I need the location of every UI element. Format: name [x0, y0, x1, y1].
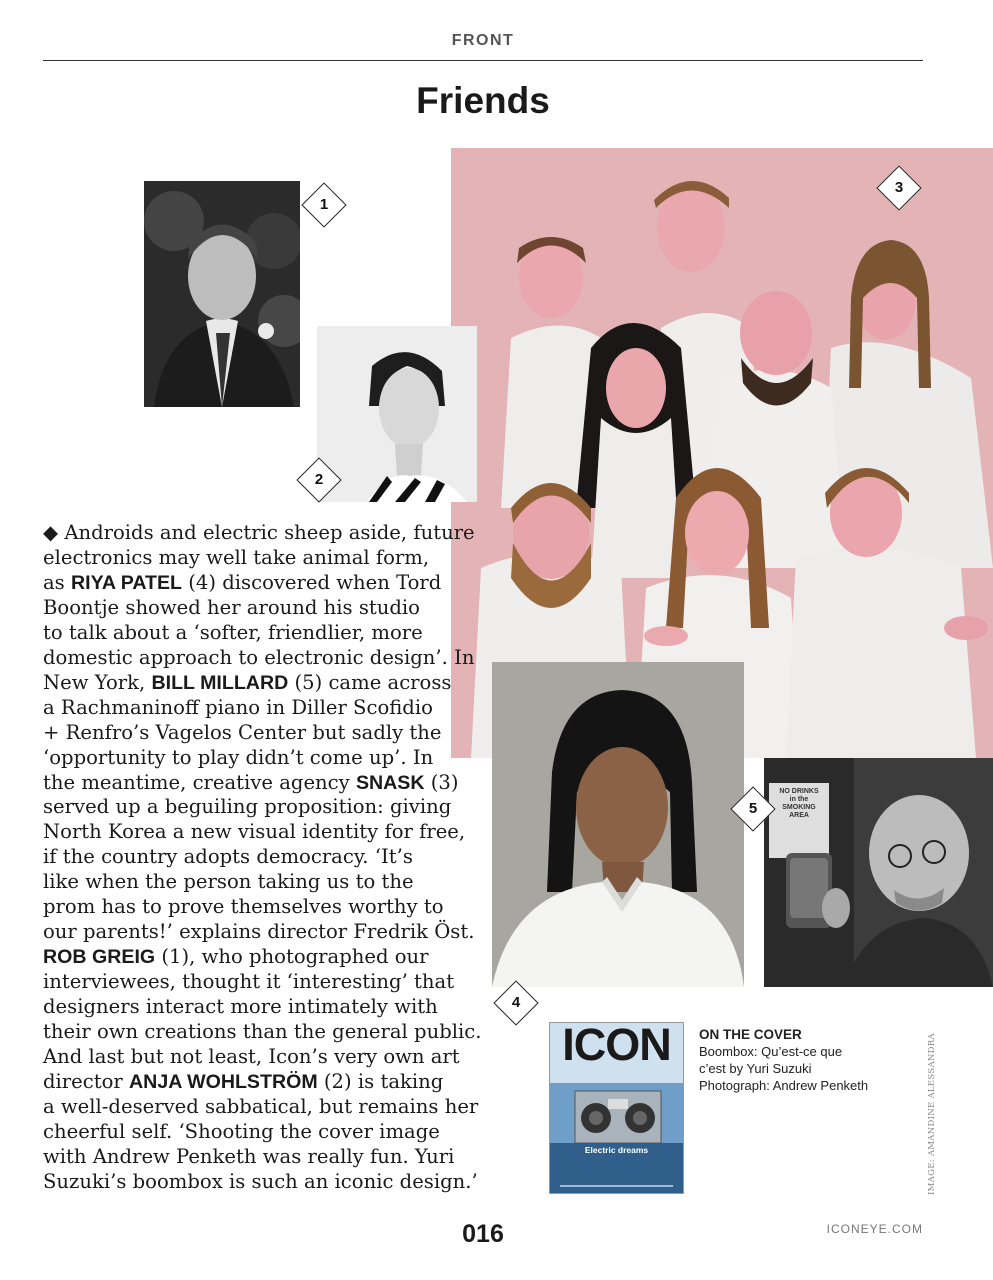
cover-masthead: ICON — [562, 1022, 671, 1070]
marker-2: 2 — [296, 457, 341, 502]
cover-caption-heading: ON THE COVER — [699, 1027, 802, 1042]
cover-caption-line: Photograph: Andrew Penketh — [699, 1078, 869, 1093]
photo-anja-wohlstrom — [317, 326, 477, 502]
cover-caption-line: c’est by Yuri Suzuki — [699, 1061, 812, 1076]
marker-5: 5 — [730, 786, 775, 831]
cover-thumbnail — [549, 1022, 684, 1194]
anja-wohlstrom-portrait — [317, 326, 477, 502]
marker-4: 4 — [493, 980, 538, 1025]
name-anja-wohlstrom: ANJA WOHLSTRÖM — [129, 1070, 318, 1093]
cover-caption-line: Boombox: Qu’est-ce que — [699, 1044, 843, 1059]
header-rule — [43, 60, 923, 61]
riya-patel-portrait — [492, 662, 744, 987]
body-text: ◆ Androids and electric sheep aside, future electronics may well take animal form, as RIYA PATEL (4) discovered when Tord Boontje showed her around his studio to talk about a ‘softer, friendlier, more domestic approach to electronic design’. In New York, BILL MILLARD (5) came across a Rachmaninoff piano in Diller Scofidio + Renfro’s Vagelos Center but sadly the ‘opportunity to play didn’t come up’. In the meantime, creative agency SNASK (3) served up a beguiling proposition: giving North Korea a new visual identity for free, if the country adopts democracy. ‘It’s like when the person taking us to the prom has to prove themselves worthy to our parents!’ explains director Fredrik Öst. ROB GREIG (1), who photographed our interviewees, thought it ‘interesting’ that designers interact more intimately with their own creations than the general public. And last but not least, Icon’s very own art director ANJA WOHLSTRÖM (2) is taking a well-deserved sabbatical, but remains her cheerful self. ‘Shooting the cover image with Andrew Penketh was really fun. Yuri Suzuki’s boombox is such an iconic design.’ — [43, 521, 482, 1193]
section-label: FRONT — [451, 32, 515, 49]
name-snask: SNASK — [355, 771, 425, 794]
marker-1: 1 — [301, 182, 346, 227]
site-url: ICONEYE.COM — [826, 1222, 923, 1236]
photo-bill-millard — [764, 758, 993, 987]
photo-riya-patel — [492, 662, 744, 987]
image-credit: IMAGE: AMANDINE ALESSANDRA — [927, 1033, 937, 1195]
rob-greig-portrait — [144, 181, 300, 407]
no-drinks-sign: NO DRINKS in the SMOKING AREA — [779, 788, 819, 819]
name-bill-millard: BILL MILLARD — [151, 671, 289, 694]
page-title: Friends — [416, 80, 550, 121]
cover-headline: Electric dreams — [584, 1145, 649, 1155]
page-number: 016 — [462, 1220, 504, 1248]
name-riya-patel: RIYA PATEL — [70, 571, 183, 594]
cover-caption — [699, 1026, 868, 1094]
marker-3: 3 — [876, 165, 921, 210]
name-rob-greig: ROB GREIG — [43, 946, 156, 969]
photo-rob-greig — [144, 181, 300, 407]
